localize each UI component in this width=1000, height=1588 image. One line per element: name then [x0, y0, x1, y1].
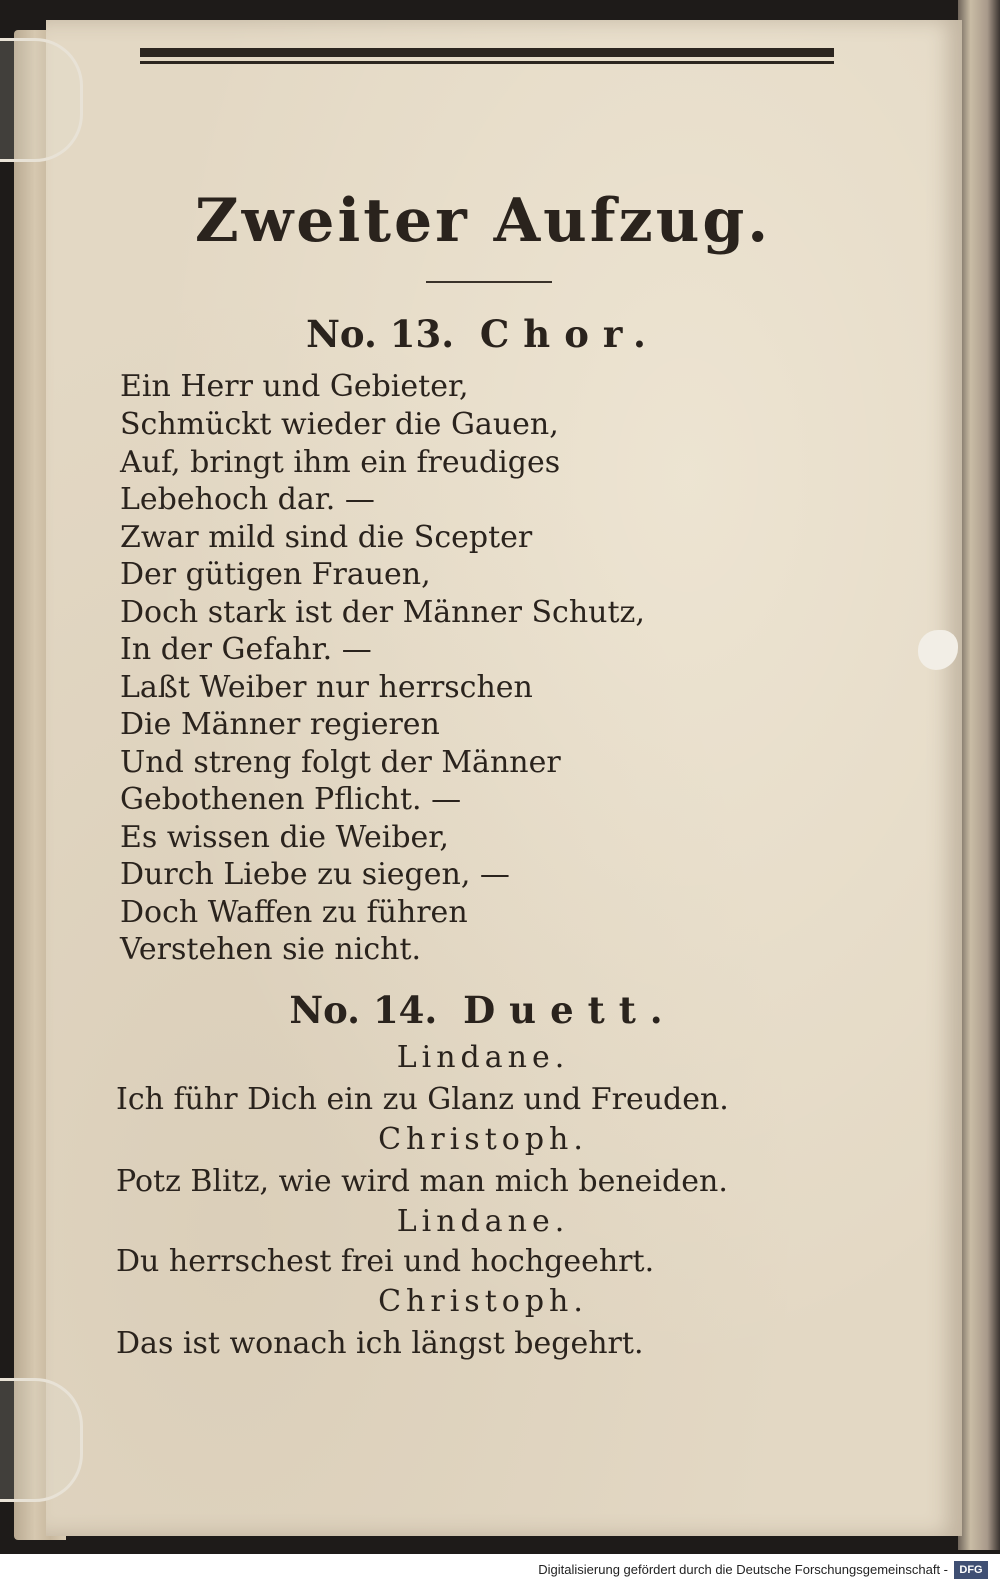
speaker-name: Christoph.: [378, 1122, 588, 1157]
verse-line: Der gütigen Frauen,: [120, 557, 431, 592]
verse-line: Und streng folgt der Männer: [120, 745, 561, 780]
verse-line: Lebehoch dar. —: [120, 482, 375, 517]
duet-line: Ich führ Dich ein zu Glanz und Freuden.: [116, 1082, 729, 1117]
footer-bar: [0, 1554, 1000, 1588]
verse-line: Verstehen sie nicht.: [120, 932, 422, 967]
duet-line: Das ist wonach ich längst begehrt.: [116, 1326, 644, 1361]
verse-line: Auf, bringt ihm ein freudiges: [120, 445, 561, 480]
section-heading-13: [0, 312, 966, 356]
title-divider: [426, 281, 552, 283]
verse-line: Doch stark ist der Männer Schutz,: [120, 595, 645, 630]
binder-clip-top: [0, 38, 83, 162]
duet-line: Potz Blitz, wie wird man mich beneiden.: [116, 1164, 728, 1199]
verse-line: Laßt Weiber nur herrschen: [120, 670, 533, 705]
speaker-name: Lindane.: [396, 1204, 570, 1239]
dfg-logo-icon: DFG: [954, 1561, 988, 1579]
section-number: No. 14.: [289, 988, 438, 1032]
verse-line: Zwar mild sind die Scepter: [120, 520, 533, 555]
binder-clip-bottom: [0, 1378, 83, 1502]
verse-line: Gebothenen Pflicht. —: [120, 782, 462, 817]
section-number: No. 13.: [306, 312, 455, 356]
verse-line: Doch Waffen zu führen: [120, 895, 468, 930]
top-rule-thin: [140, 61, 834, 64]
top-rule: [140, 48, 834, 57]
speaker-name: Lindane.: [396, 1040, 570, 1075]
verse-line: In der Gefahr. —: [120, 632, 372, 667]
verse-line: Schmückt wieder die Gauen,: [120, 407, 559, 442]
verse-line: Die Männer regieren: [120, 707, 440, 742]
section-heading-14: [0, 988, 966, 1032]
section-name: Duett.: [463, 988, 677, 1032]
verse-line: Ein Herr und Gebieter,: [120, 369, 469, 404]
verse-line: Durch Liebe zu siegen, —: [120, 857, 510, 892]
footer-credit: Digitalisierung gefördert durch die Deutsche Forschungsgemeinschaft -: [538, 1562, 948, 1577]
speaker-name: Christoph.: [378, 1284, 588, 1319]
verse-line: Es wissen die Weiber,: [120, 820, 449, 855]
section-name: Chor.: [479, 312, 660, 356]
duet-line: Du herrschest frei und hochgeehrt.: [116, 1244, 655, 1279]
act-title: Zweiter Aufzug.: [194, 186, 772, 256]
